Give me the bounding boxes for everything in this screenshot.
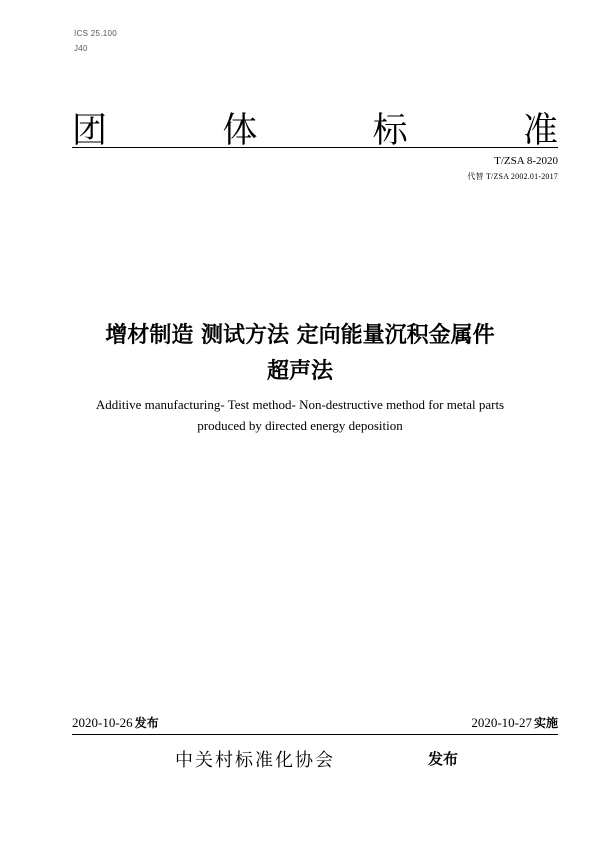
- english-title-line-2: produced by directed energy deposition: [197, 418, 403, 433]
- heading-char-3: 标: [372, 111, 408, 151]
- bottom-divider: [72, 734, 558, 735]
- publish-date: [72, 714, 159, 731]
- issuing-organization: 中关村标准化协会: [175, 750, 335, 771]
- heading-char-2: 体: [222, 111, 258, 151]
- implement-date-value: 2020-10-27: [471, 715, 532, 730]
- issued-label: 发布: [428, 750, 459, 768]
- ccs-code: J40: [74, 44, 88, 53]
- standard-number: T/ZSA 8-2020: [494, 155, 558, 167]
- chinese-title-line-2: 超声法: [266, 359, 333, 384]
- implement-label: 实施: [533, 716, 558, 730]
- chinese-title-line-1: 增材制造 测试方法 定向能量沉积金属件: [105, 323, 495, 348]
- publish-date-value: 2020-10-26: [72, 715, 133, 730]
- document-type-heading: [72, 103, 558, 153]
- replaces-standard: 代替 T/ZSA 2002.01-2017: [467, 172, 558, 181]
- english-title-line-1: Additive manufacturing- Test method- Non-destructive method for metal parts: [95, 397, 505, 412]
- top-divider: [72, 147, 558, 148]
- heading-char-4: 准: [522, 111, 558, 151]
- ics-code: ICS 25.100: [74, 29, 118, 38]
- implement-date: [471, 714, 558, 731]
- publish-label: 发布: [134, 716, 159, 730]
- heading-char-1: 团: [72, 111, 108, 151]
